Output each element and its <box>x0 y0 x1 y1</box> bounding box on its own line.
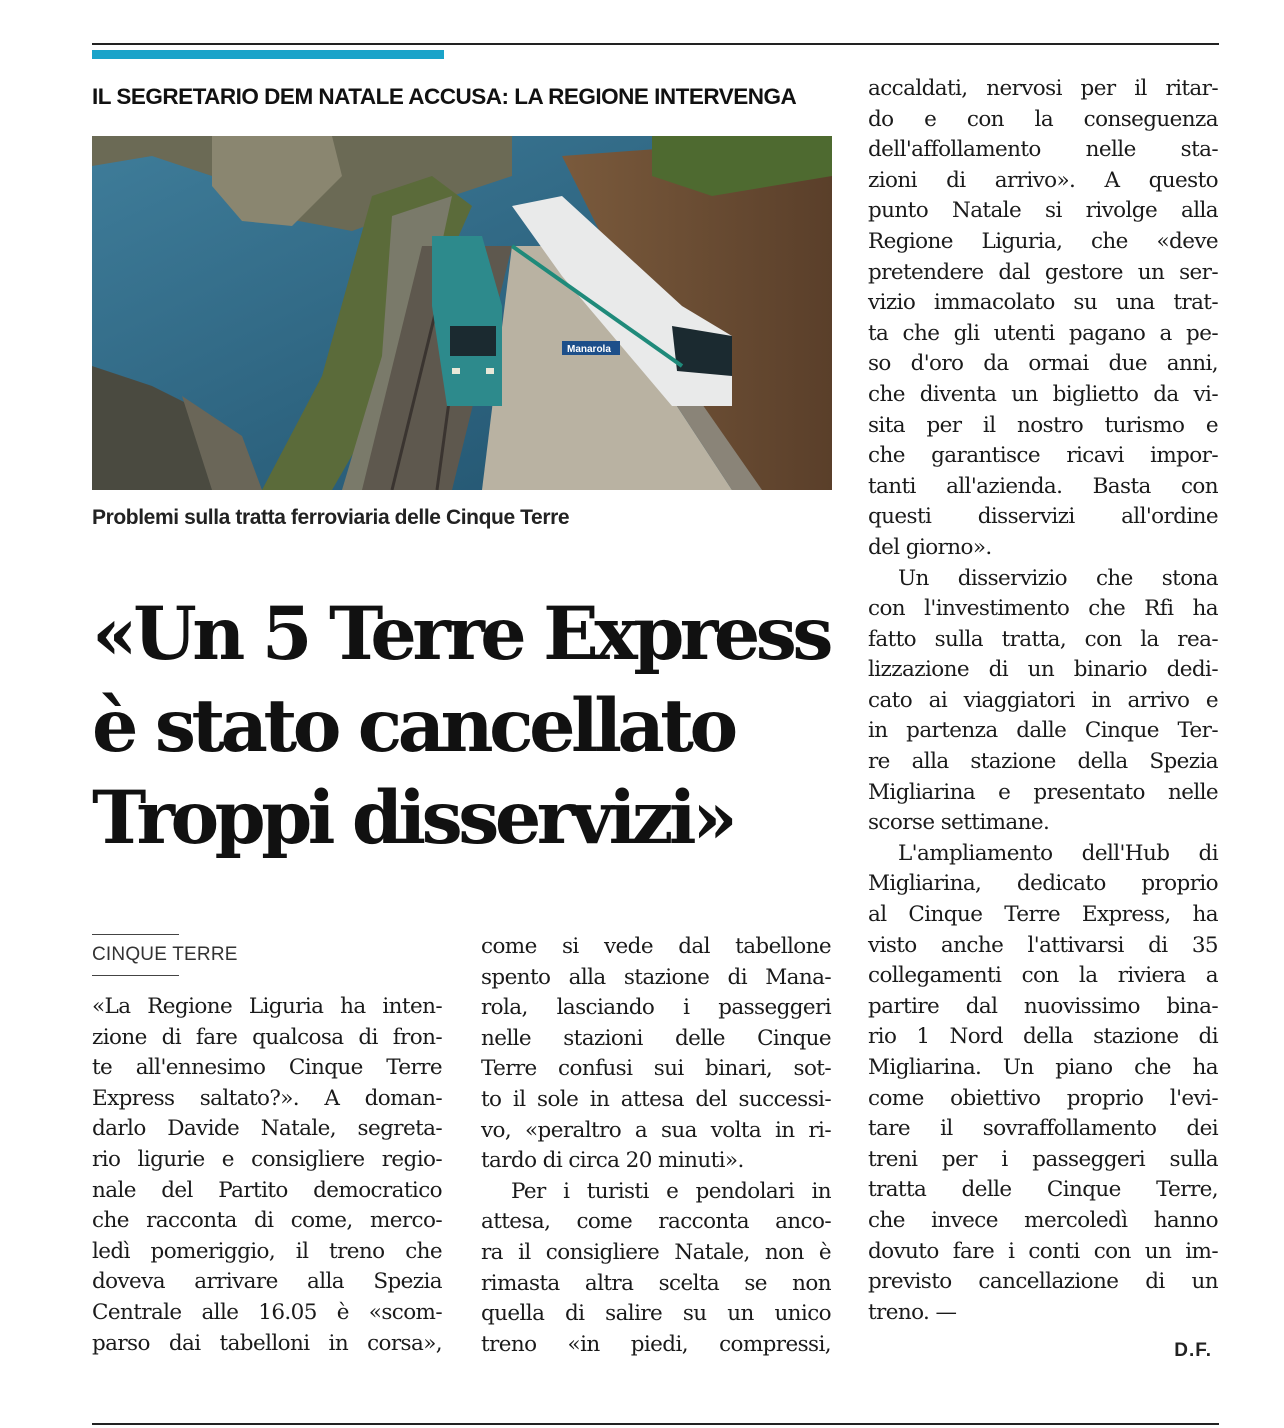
headline-line: è stato cancellato <box>92 683 734 769</box>
text-line: questi disservizi all'ordine <box>868 504 1218 530</box>
text-line: che diventa un biglietto da vi- <box>868 381 1218 407</box>
article-column-3 <box>868 74 1218 1328</box>
text-line: do e con la conseguenza <box>868 106 1218 132</box>
text-line: scorse settimane. <box>868 810 1050 836</box>
text-line: partire dal nuovissimo bina- <box>868 993 1218 1019</box>
text-line: ledì pomeriggio, il treno che <box>92 1238 442 1264</box>
text-line: nelle stazioni delle Cinque <box>481 1025 831 1051</box>
text-line: dovuto fare i conti con un im- <box>868 1238 1218 1264</box>
text-line: tratta delle Cinque Terre, <box>868 1177 1218 1203</box>
section-rule-top <box>92 934 179 935</box>
text-line: zione di fare qualcosa di fron- <box>92 1024 442 1050</box>
article-column-1 <box>92 992 442 1359</box>
text-line: in partenza dalle Cinque Ter- <box>868 718 1218 744</box>
station-sign: Manarola <box>567 344 611 355</box>
text-line: ta che gli utenti pagano a pe- <box>868 320 1218 346</box>
text-line: tare il sovraffollamento dei <box>868 1116 1218 1142</box>
text-line: del giorno». <box>868 534 992 560</box>
text-line: vo, «peraltro a sua volta in ri- <box>481 1117 831 1143</box>
text-line: Un disservizio che stona <box>898 565 1218 591</box>
text-line: come obiettivo proprio l'evi- <box>868 1085 1218 1111</box>
text-line: nale del Partito democratico <box>92 1177 442 1203</box>
text-line: attesa, come racconta anco- <box>481 1209 831 1235</box>
text-line: vizio immacolato su una trat- <box>868 290 1218 316</box>
author-signature: D.F. <box>1174 1340 1212 1361</box>
text-line: dell'affollamento nelle sta- <box>868 137 1218 163</box>
text-line: con l'investimento che Rfi ha <box>868 596 1218 622</box>
text-line: previsto cancellazione di un <box>868 1269 1218 1295</box>
text-line: cato ai viaggiatori in arrivo e <box>868 687 1218 713</box>
headline <box>92 588 852 864</box>
text-line: pretendere dal gestore un ser- <box>868 259 1218 285</box>
text-line: L'ampliamento dell'Hub di <box>898 840 1218 866</box>
article-photo <box>92 136 832 490</box>
section-rule-bottom <box>92 975 179 976</box>
text-line: visto anche l'attivarsi di 35 <box>868 932 1218 958</box>
headline-line: Troppi disservizi» <box>92 775 734 861</box>
text-line: treno. — <box>868 1299 957 1325</box>
text-line: Migliarina e presentato nelle <box>868 779 1218 805</box>
text-line: «La Regione Liguria ha inten- <box>92 994 442 1019</box>
text-line: sita per il nostro turismo e <box>868 412 1218 438</box>
headline-line: «Un 5 Terre Express <box>92 591 829 677</box>
article-column-2 <box>481 932 831 1360</box>
text-line: zioni di arrivo». A questo <box>868 167 1218 193</box>
text-line: treni per i passeggeri sulla <box>868 1146 1218 1172</box>
text-line: doveva arrivare alla Spezia <box>92 1269 442 1295</box>
text-line: punto Natale si rivolge alla <box>868 198 1218 224</box>
text-line: darlo Davide Natale, segreta- <box>92 1116 442 1142</box>
photo-caption: Problemi sulla tratta ferroviaria delle Cinque Terre <box>92 506 570 529</box>
text-line: lizzazione di un binario dedi- <box>868 657 1218 683</box>
text-line: fatto sulla tratta, con la rea- <box>868 626 1218 652</box>
text-line: ra il consigliere Natale, non è <box>481 1239 831 1265</box>
text-line: che invece mercoledì hanno <box>868 1207 1218 1233</box>
text-line: quella di salire su un unico <box>481 1301 831 1327</box>
text-line: rola, lasciando i passeggeri <box>481 995 831 1021</box>
text-line: Migliarina, dedicato proprio <box>868 871 1218 897</box>
text-line: so d'oro da ormai due anni, <box>868 351 1218 377</box>
text-line: tanti all'azienda. Basta con <box>868 473 1218 499</box>
text-line: tardo di circa 20 minuti». <box>481 1148 744 1174</box>
text-line: rio 1 Nord della stazione di <box>868 1024 1218 1050</box>
top-rule <box>92 43 1219 45</box>
text-line: to il sole in attesa del successi- <box>481 1086 831 1112</box>
text-line: treno «in piedi, compressi, <box>481 1331 831 1357</box>
accent-bar <box>92 50 444 59</box>
text-line: rimasta altra scelta se non <box>481 1270 831 1296</box>
section-label: CINQUE TERRE <box>92 944 238 965</box>
text-line: spento alla stazione di Mana- <box>481 964 831 990</box>
text-line: accaldati, nervosi per il ritar- <box>868 76 1218 101</box>
text-line: rio ligurie e consigliere regio- <box>92 1146 442 1172</box>
text-line: che garantisce ricavi impor- <box>868 443 1218 469</box>
text-line: che racconta di come, merco- <box>92 1208 442 1234</box>
text-line: al Cinque Terre Express, ha <box>868 902 1218 928</box>
bottom-rule <box>92 1423 1219 1425</box>
text-line: Migliarina. Un piano che ha <box>868 1055 1218 1080</box>
text-line: Express saltato?». A doman- <box>92 1085 442 1111</box>
text-line: Regione Liguria, che «deve <box>868 228 1218 254</box>
text-line: Per i turisti e pendolari in <box>511 1178 831 1204</box>
text-line: parso dai tabelloni in corsa», <box>92 1330 442 1356</box>
text-line: collegamenti con la riviera a <box>868 963 1218 989</box>
text-line: Terre confusi sui binari, sot- <box>481 1056 831 1082</box>
text-line: Centrale alle 16.05 è «scom- <box>92 1299 442 1325</box>
text-line: te all'ennesimo Cinque Terre <box>92 1055 442 1081</box>
text-line: come si vede dal tabellone <box>481 934 831 959</box>
text-line: re alla stazione della Spezia <box>868 749 1218 775</box>
kicker: IL SEGRETARIO DEM NATALE ACCUSA: LA REGIONE INTERVENGA <box>92 84 797 109</box>
